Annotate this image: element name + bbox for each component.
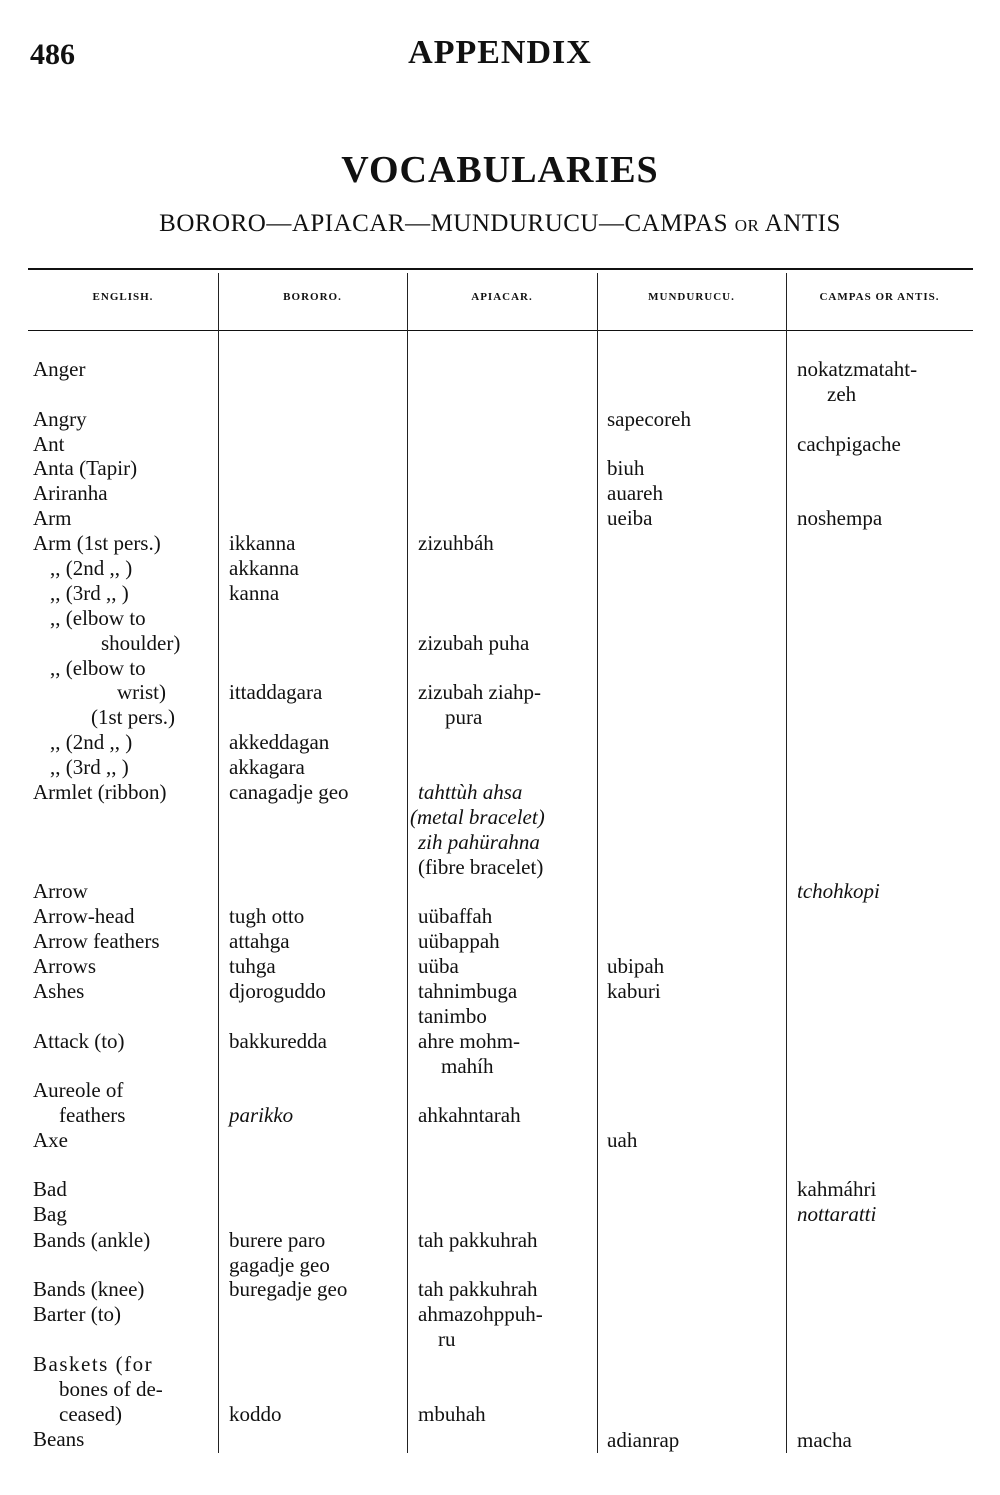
bororo-word: bakkuredda	[229, 1029, 327, 1053]
column-header-munducuru: MUNDURUCU.	[648, 291, 735, 303]
english-term: ceased)	[59, 1402, 122, 1426]
english-term: Arrows	[33, 954, 96, 978]
apiacar-word: uübaffah	[418, 904, 493, 928]
table-top-rule	[28, 268, 973, 270]
apiacar-word: uüba	[418, 954, 459, 978]
apiacar-word: zizubah ziahp-	[418, 680, 542, 704]
munducuru-word: adianrap	[607, 1428, 680, 1452]
english-term: ,, (2nd ,, )	[50, 556, 133, 580]
apiacar-word: zih pahürahna	[418, 830, 540, 854]
munducuru-word: biuh	[607, 456, 645, 480]
bororo-word: akkagara	[229, 755, 305, 779]
bororo-word: akkanna	[229, 556, 299, 580]
campas-word: cachpigache	[797, 432, 901, 456]
bororo-word: canagadje geo	[229, 780, 349, 804]
subtitle-part-2: ANTIS	[759, 210, 841, 237]
campas-word: nottaratti	[797, 1202, 877, 1226]
english-term: Arrow	[33, 879, 88, 903]
bororo-word: djoroguddo	[229, 979, 326, 1003]
english-term: Ariranha	[33, 481, 108, 505]
bororo-word: tugh otto	[229, 904, 305, 928]
subtitle-part-1: BORORO—APIACAR—MUNDURUCU—CAMPAS	[159, 210, 735, 237]
column-divider	[597, 273, 598, 1453]
apiacar-word: ahmazohppuh-	[418, 1302, 543, 1326]
column-header-apiacar: APIACAR.	[471, 291, 533, 303]
campas-word: zeh	[827, 382, 857, 406]
apiacar-word: ru	[438, 1327, 456, 1351]
apiacar-word: uübappah	[418, 929, 500, 953]
english-term: Arm	[33, 506, 72, 530]
english-term: Armlet (ribbon)	[33, 780, 167, 804]
english-term: wrist)	[117, 680, 166, 704]
table-header-rule	[28, 330, 973, 331]
bororo-word: koddo	[229, 1402, 282, 1426]
english-term: Bad	[33, 1177, 67, 1201]
apiacar-word: tah pakkuhrah	[418, 1228, 538, 1252]
campas-word: nokatzmataht-	[797, 357, 918, 381]
munducuru-word: auareh	[607, 481, 663, 505]
apiacar-word: (fibre bracelet)	[418, 855, 544, 879]
munducuru-word: ubipah	[607, 954, 665, 978]
column-header-english: ENGLISH.	[92, 291, 154, 303]
column-divider	[786, 273, 787, 1453]
english-term: Aureole of	[33, 1078, 124, 1102]
english-term: Bands (knee)	[33, 1277, 145, 1301]
page-number: 486	[30, 38, 75, 71]
english-term: Bands (ankle)	[33, 1228, 151, 1252]
apiacar-word: zizuhbáh	[418, 531, 494, 555]
english-term: ,, (3rd ,, )	[50, 581, 129, 605]
munducuru-word: ueiba	[607, 506, 653, 530]
bororo-word: burere paro	[229, 1228, 326, 1252]
bororo-word: attahga	[229, 929, 290, 953]
english-term: Ant	[33, 432, 65, 456]
apiacar-word: zizubah puha	[418, 631, 530, 655]
english-term: feathers	[59, 1103, 126, 1127]
column-divider	[218, 273, 219, 1453]
bororo-word: tuhga	[229, 954, 276, 978]
campas-word: noshempa	[797, 506, 883, 530]
apiacar-word: mahíh	[441, 1054, 494, 1078]
english-term: shoulder)	[101, 631, 181, 655]
munducuru-word: sapecoreh	[607, 407, 691, 431]
english-term: Ashes	[33, 979, 85, 1003]
english-term: Arrow feathers	[33, 929, 160, 953]
apiacar-word: tanimbo	[418, 1004, 487, 1028]
column-header-bororo: BORORO.	[283, 291, 342, 303]
english-term: Bag	[33, 1202, 67, 1226]
english-term: (1st pers.)	[91, 705, 175, 729]
bororo-word: akkeddagan	[229, 730, 330, 754]
english-term: Anta (Tapir)	[33, 456, 138, 480]
english-term: Angry	[33, 407, 87, 431]
english-term: Axe	[33, 1128, 68, 1152]
apiacar-word: tahttùh ahsa	[418, 780, 523, 804]
bororo-word: gagadje geo	[229, 1253, 330, 1277]
campas-word: kahmáhri	[797, 1177, 877, 1201]
column-divider	[407, 273, 408, 1453]
bororo-word: ikkanna	[229, 531, 296, 555]
apiacar-word: pura	[445, 705, 483, 729]
subtitle	[0, 210, 1000, 238]
english-term: Anger	[33, 357, 86, 381]
munducuru-word: uah	[607, 1128, 638, 1152]
english-term: Arrow-head	[33, 904, 135, 928]
bororo-word: ittaddagara	[229, 680, 323, 704]
apiacar-word: tah pakkuhrah	[418, 1277, 538, 1301]
english-term: ,, (3rd ,, )	[50, 755, 129, 779]
section-title: VOCABULARIES	[341, 149, 659, 191]
english-term: Barter (to)	[33, 1302, 122, 1326]
bororo-word: buregadje geo	[229, 1277, 348, 1301]
apiacar-word: mbuhah	[418, 1402, 486, 1426]
campas-word: macha	[797, 1428, 852, 1452]
apiacar-word: (metal bracelet)	[410, 805, 545, 829]
english-term: bones of de-	[59, 1377, 163, 1401]
english-term: Attack (to)	[33, 1029, 125, 1053]
bororo-word: kanna	[229, 581, 280, 605]
column-header-campas: CAMPAS OR ANTIS.	[819, 291, 940, 303]
apiacar-word: tahnimbuga	[418, 979, 518, 1003]
english-term: Baskets (for	[33, 1352, 154, 1376]
bororo-word: parikko	[229, 1103, 294, 1127]
apiacar-word: ahre mohm-	[418, 1029, 521, 1053]
running-head: APPENDIX	[408, 34, 592, 71]
english-term: Beans	[33, 1427, 85, 1451]
english-term: Arm (1st pers.)	[33, 531, 161, 555]
munducuru-word: kaburi	[607, 979, 661, 1003]
english-term: ,, (elbow to	[50, 656, 146, 680]
apiacar-word: ahkahntarah	[418, 1103, 521, 1127]
subtitle-or: OR	[734, 216, 760, 235]
campas-word: tchohkopi	[797, 879, 880, 903]
english-term: ,, (2nd ,, )	[50, 730, 133, 754]
english-term: ,, (elbow to	[50, 606, 146, 630]
